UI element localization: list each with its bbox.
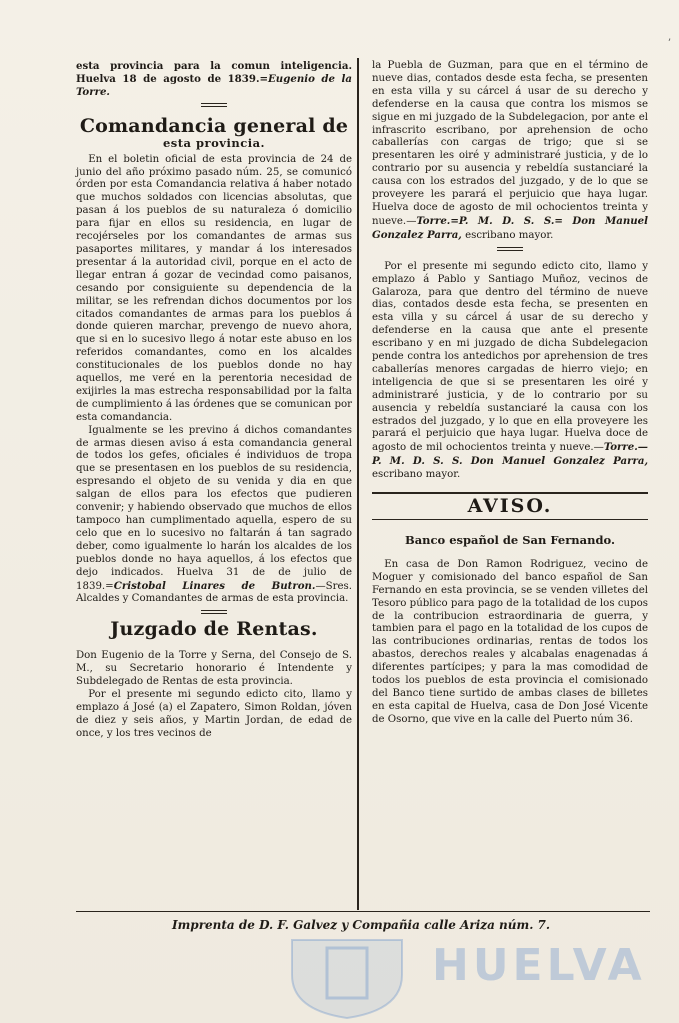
right-column [372,60,648,727]
short-rule [201,610,227,614]
footer-rule [76,911,650,912]
section-subtitle-comandancia: esta provincia. [162,135,266,150]
shield-icon [282,930,412,1020]
short-rule [497,247,523,251]
aviso-top-rule [372,492,648,494]
aviso-heading: AVISO. [467,495,553,518]
imprint-footer: Imprenta de D. F. Galvez y Compañia calle Ariza núm. 7. [172,918,551,932]
intro-paragraph: esta provincia para la comun inteligencia. Huelva 18 de agosto de 1839.=Eugenio de la Torre. [76,60,352,98]
juzgado-paragraph-2: Por el presente mi segundo edicto cito, llamo y emplazo á José (a) el Zapatero, Simon Roldan, jóven de diez y seis años, y Martin Jordan, de edad de once, y los tres vecinos de [76,689,352,739]
edict-paragraph-1: la Puebla de Guzman, para que en el término de nueve dias, contados desde esta fecha, se presenten en esta villa y su cárcel á usar de su derecho y defenderse en la causa que contra los mismos se sigue en mi juzgado de la Subdelegacion, por ante el infrascrito escribano, por aprehension de ocho caballerías con cargas de trigo; que si se presentaren les oiré y administraré justicia, y de lo contrario por su ausencia y rebeldía sustanciaré la causa con los estrados del juzgado, y de lo que se proveyere les parará el perjuicio que haya lugar. Huelva doce de agosto de mil ochocientos treinta y nueve.—Torre.=P. M. D. S. S.= Don Manuel Gonzalez Parra, escribano mayor. [372,60,648,241]
left-column [76,60,352,741]
corner-mark: ’ [667,38,671,49]
banco-heading: Banco español de San Fernando. [405,533,615,547]
section-title-comandancia: Comandancia general de [79,114,349,137]
comandancia-paragraph-1: En el boletin oficial de esta provincia de 24 de junio del año próximo pasado núm. 25, se comunicó órden por esta Comandancia relativa á haber notado que muchos soldados con licencias absolutas, que pasan á los pueblos de su naturaleza ó domicilio para fijar en ellos su residencia, en lugar de recojérseles por los comandantes de armas sus pasaportes militares, y mandar á los interesados presentar á la autoridad civil, porque en el acto de llegar entran á gozar de vecindad como paisanos, cesando por consiguiente su dependencia de la militar, se les refrendan dichos documentos por los citados comandantes de armas para los pueblos á donde quieren marchar, prevengo de nuevo ahora, que si en lo sucesivo llego á notar este abuso en los referidos comandantes, como en los alcaldes constitucionales de los pueblos donde no hay aquellos, me veré en la perentoria necesidad de exijirles la mas estrecha responsabilidad por la falta de cumplimiento á las órdenes que se comunican por esta comandancia. [76,153,352,423]
juzgado-paragraph-1: Don Eugenio de la Torre y Serna, del Consejo de S. M., su Secretario honorario é Intendente y Subdelegado de Rentas de esta provincia. [76,650,352,688]
edict-2-signature: Torre.—P. M. D. S. S. Don Manuel Gonzalez Parra, [372,441,648,468]
column-divider [357,58,359,910]
intro-signature: Eugenio de la Torre. [76,72,352,98]
aviso-bottom-rule [372,519,648,520]
edict-paragraph-2: Por el presente mi segundo edicto cito, llamo y emplazo á Pablo y Santiago Muñoz, vecinos de Galaroza, para que dentro del término de nueve dias, contados desde esta fecha, se presenten en esta villa y su cárcel á usar de su derecho y defenderse en la causa que ante el presente escribano y en mi juzgado de dicha Subdelegacion pende contra los antedichos por aprehension de tres caballerías menores cargadas de hierro viejo; en inteligencia de que si se presentaren les oiré y administraré justicia, y de lo contrario por su ausencia y rebeldía sustanciaré la causa con los estrados del juzgado, y lo que en ella proveyere les parará el perjuicio que haya lugar. Huelva doce de agosto de mil ochocientos treinta y nueve.—Torre.—P. M. D. S. S. Don Manuel Gonzalez Parra, escribano mayor. [372,260,648,481]
comandancia-paragraph-2: Igualmente se les previno á dichos comandantes de armas diesen aviso á esta comandancia general de todos los gefes, oficiales é individuos de tropa que se presentasen en los pueblos de su residencia, espresando el objeto de su venida y dia en que salgan de ellos para los efectos que pudieren convenir; y habiendo observado que muchos de ellos tampoco han cumplimentado aquella, espero de su celo que en lo sucesivo no faltarán á tan sagrado deber, como igualmente lo harán los alcaldes de los pueblos donde no haya aquellos, á los efectos que dejo indicados. Huelva 31 de de julio de 1839.=Cristobal Linares de Butron.—Sres. Alcaldes y Comandantes de armas de esta provincia. [76,424,352,605]
edict-1-signature: Torre.=P. M. D. S. S.= Don Manuel Gonzalez Parra, [372,214,648,241]
archive-watermark [282,940,646,1010]
short-rule [201,103,227,107]
comandancia-signature: Cristobal Linares de Butron. [113,579,316,592]
section-title-juzgado: Juzgado de Rentas. [110,618,318,641]
banco-paragraph: En casa de Don Ramon Rodriguez, vecino de Moguer y comisionado del banco español de San Fernando en esta provincia, se se venden villetes del Tesoro público para pago de la totalidad de los cupos de la contribucion estraordinaria de guerra, y tambien para el pago en la totalidad de los cupos de las contribuciones ordinarias, rentas de todos los abastos, derechos reales y alcabalas enagenadas á diferentes partícipes; y para la mas comodidad de todos los pueblos de esta provincia el comisionado del Banco tiene surtido de ambas clases de billetes en esta capital de Huelva, casa de Don José Vicente de Osorno, que vive en la calle del Puerto núm 36. [372,558,648,725]
watermark-text: HUELVA [432,940,646,991]
